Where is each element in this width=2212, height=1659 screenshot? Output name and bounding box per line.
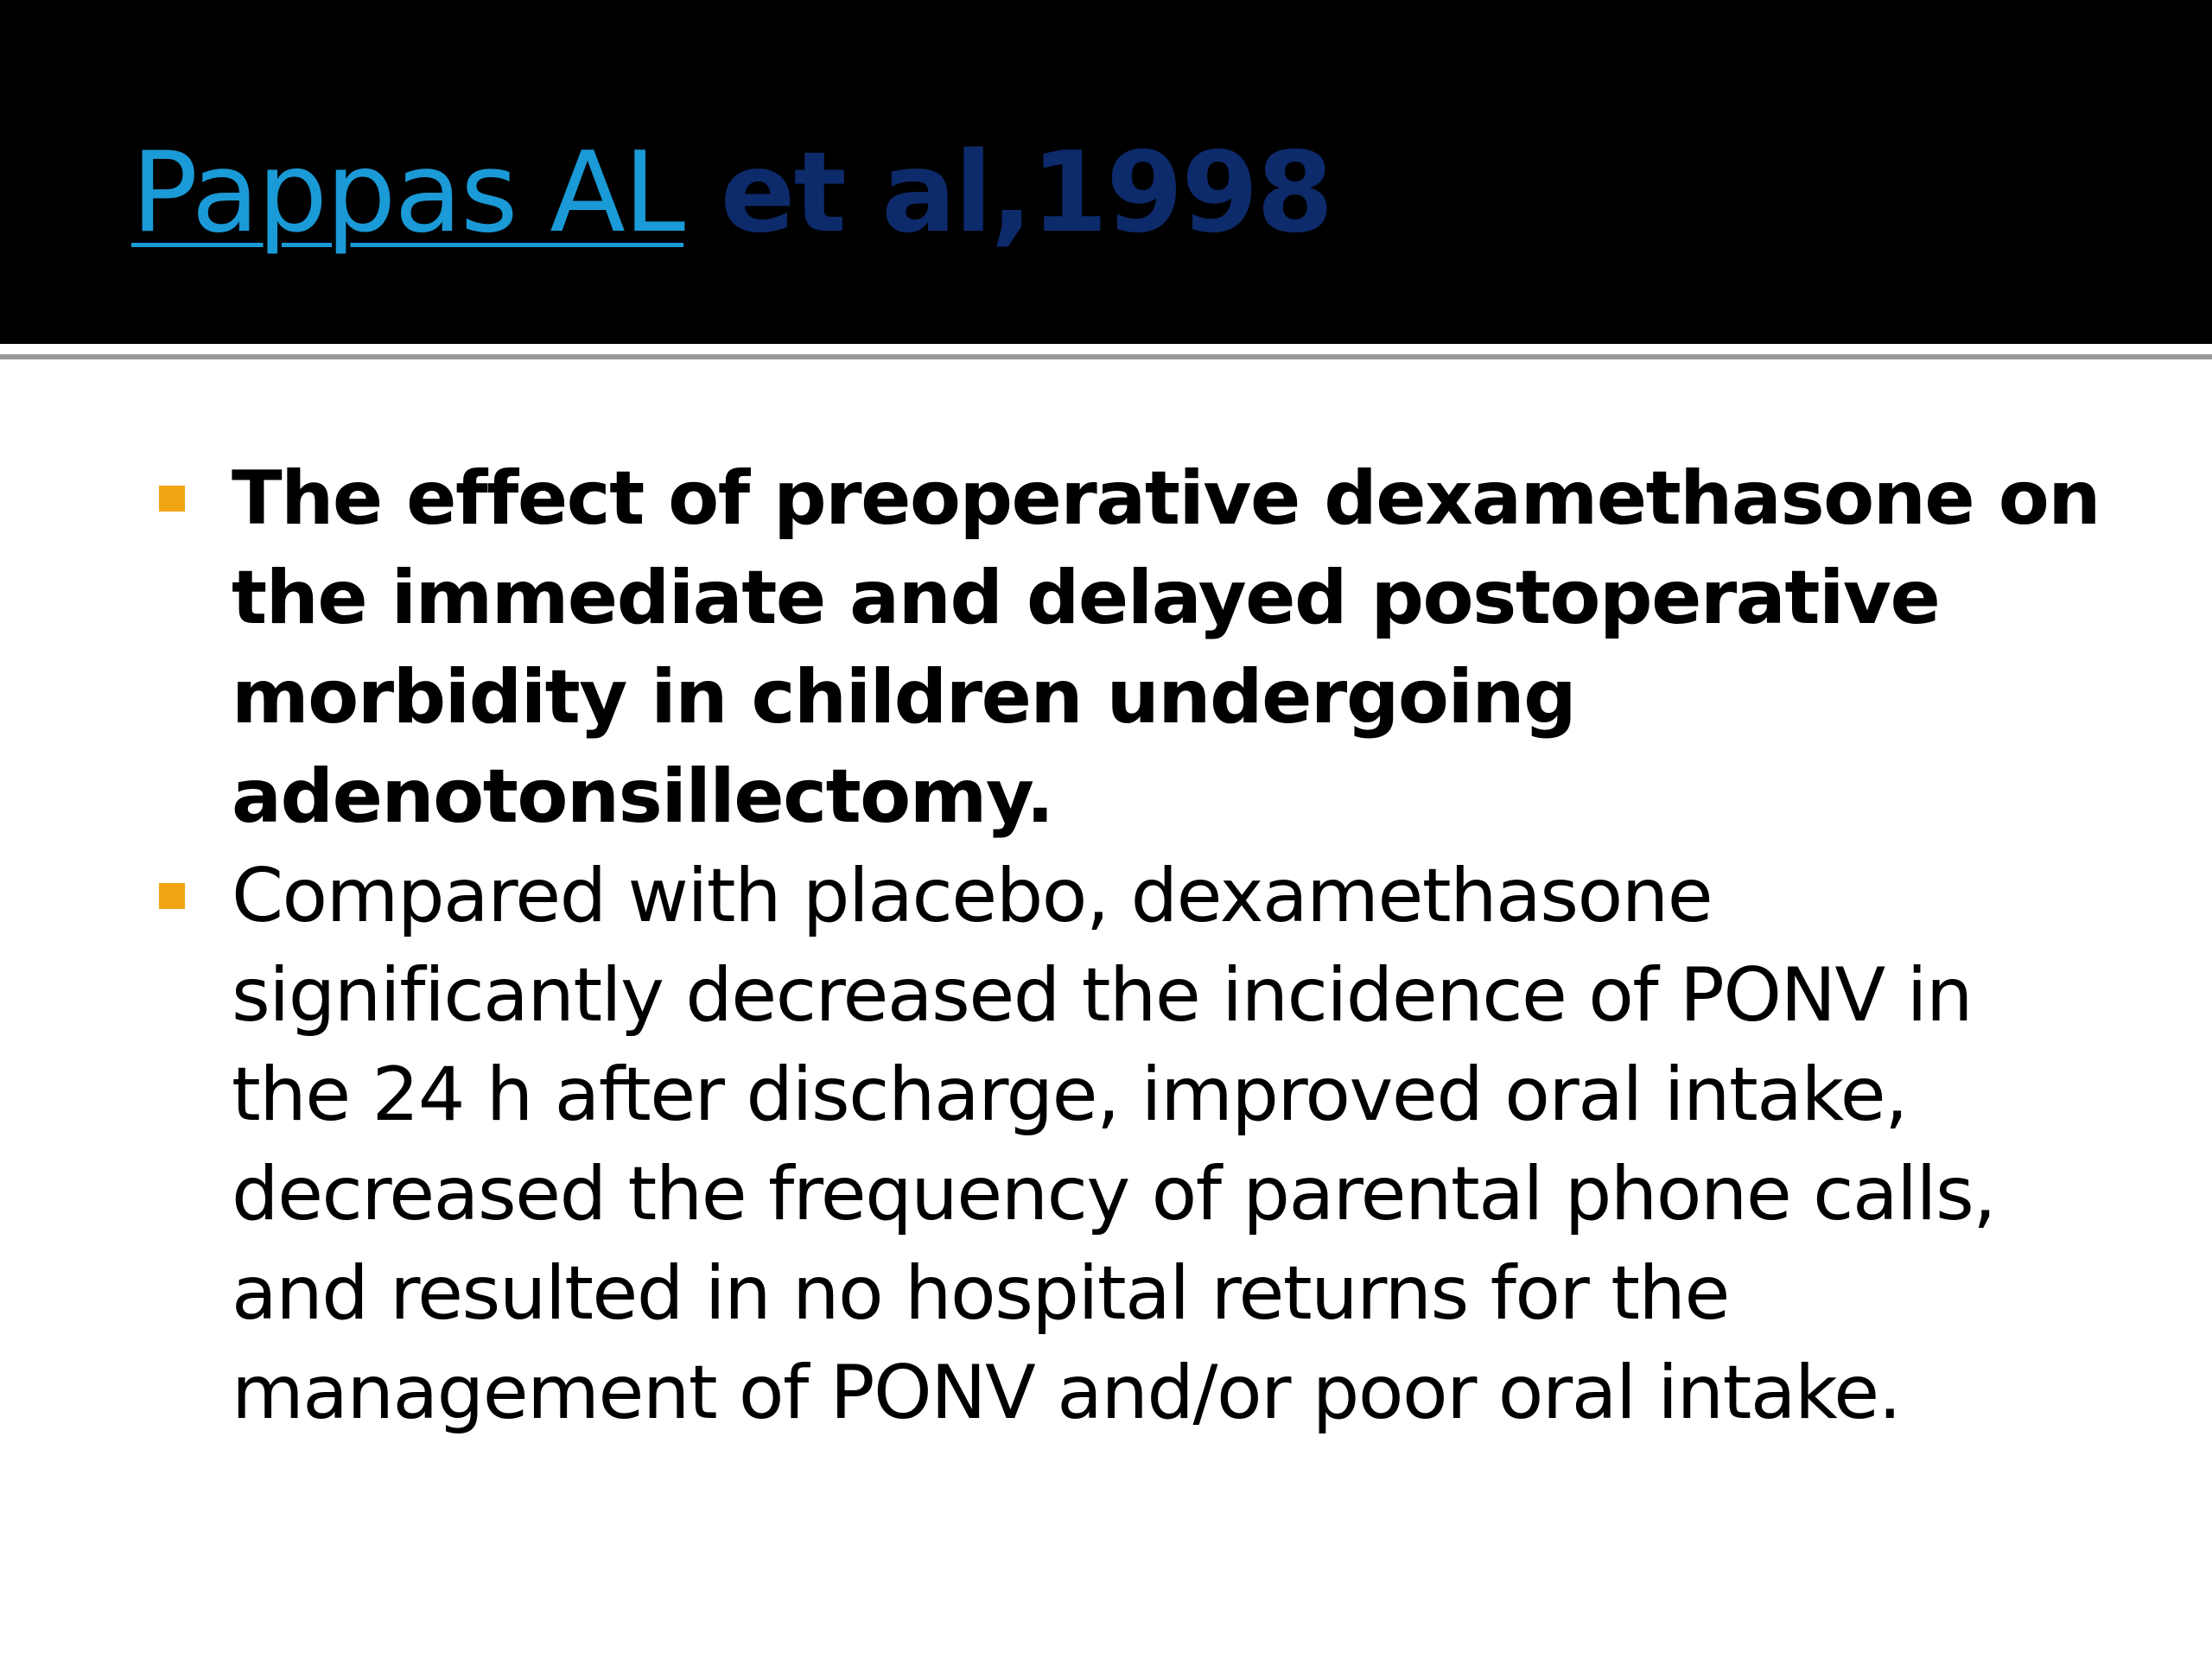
title-divider-gap [0, 344, 2212, 353]
bullet-item-findings [156, 847, 2108, 1443]
square-bullet-icon [159, 883, 185, 909]
bullet-item-study-title [156, 449, 2108, 847]
bullet-text: Compared with placebo, dexamethasone significantly decreased the incidence of PONV in the 24 h after discharge, improved oral intake, decreased the frequency of parental phone calls, and resulted in no hospital returns for the management of PONV and/or poor oral intake. [232, 853, 1996, 1436]
title-band [0, 0, 2212, 344]
title-citation-text: et al,1998 [683, 129, 1332, 257]
square-bullet-icon [159, 486, 185, 512]
slide-title [131, 121, 1332, 266]
bullet-text: The effect of preoperative dexamethasone on the immediate and delayed postoperative morbidity in children undergoing adenotonsillectomy. [232, 455, 2101, 840]
title-author-link[interactable]: Pappas AL [131, 129, 684, 257]
title-divider-line [0, 354, 2212, 359]
bullet-list [156, 449, 2108, 1443]
